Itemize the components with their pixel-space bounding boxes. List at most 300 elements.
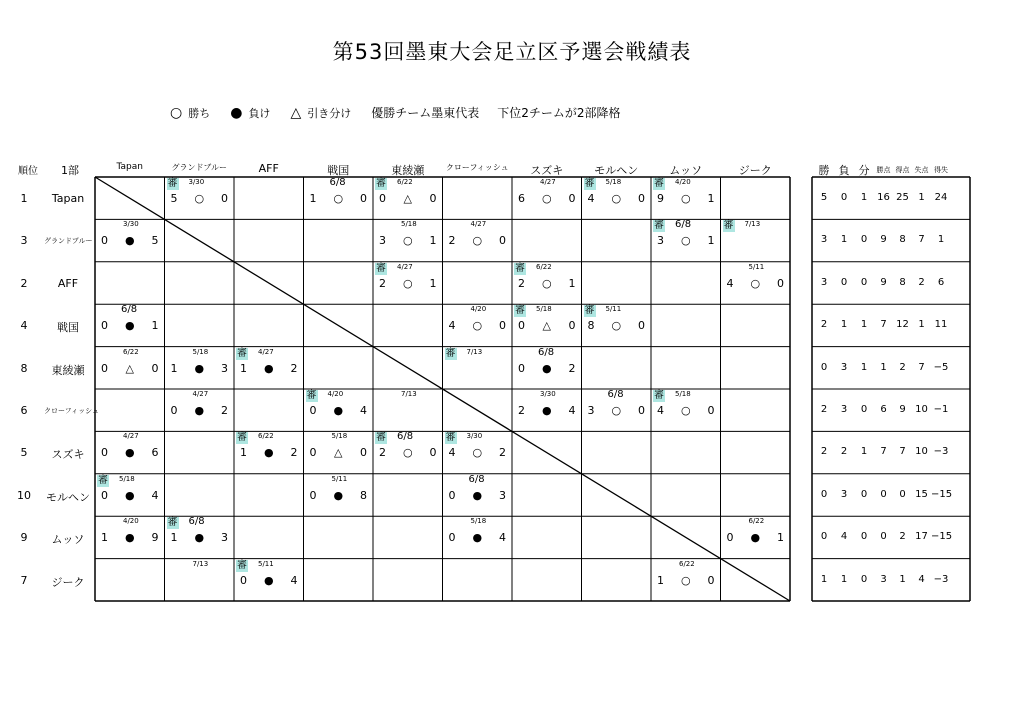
match-score bbox=[304, 404, 374, 417]
result-mark-icon: ● bbox=[124, 319, 135, 333]
referee-badge: 審 bbox=[237, 559, 247, 571]
match-date: 7/13 bbox=[744, 220, 761, 229]
row-team-name: クローフィッシュ bbox=[44, 407, 99, 415]
referee-badge: 審 bbox=[584, 305, 595, 317]
stats-value: 1 bbox=[860, 446, 868, 458]
match-date: 6/8 bbox=[121, 304, 138, 316]
score-opponent: 0 bbox=[637, 404, 645, 417]
result-mark-icon: ● bbox=[124, 446, 135, 460]
stats-value: 11 bbox=[934, 319, 948, 331]
referee-badge: 審 bbox=[306, 390, 317, 401]
column-header-team: Tapan bbox=[116, 162, 143, 172]
result-mark-icon: △ bbox=[403, 192, 412, 205]
score-opponent: 0 bbox=[498, 234, 506, 248]
score-opponent: 2 bbox=[290, 446, 298, 460]
match-date: 4/27 bbox=[258, 347, 274, 356]
row-team-name: モルヘン bbox=[46, 490, 90, 504]
match-cell bbox=[512, 389, 582, 431]
stats-value: 1 bbox=[918, 192, 925, 203]
result-mark-icon: ● bbox=[541, 361, 552, 375]
referee-badge: 審 bbox=[515, 305, 525, 317]
score-opponent: 2 bbox=[498, 446, 506, 460]
stats-value: 1 bbox=[918, 319, 925, 331]
referee-badge: 審 bbox=[376, 178, 386, 189]
legend-lose-label: 負け bbox=[248, 106, 271, 120]
stats-header-small: 得失 bbox=[934, 166, 948, 174]
match-date: 6/22 bbox=[679, 559, 695, 568]
score-own: 3 bbox=[379, 234, 386, 248]
stats-value: 1 bbox=[860, 192, 868, 203]
result-mark-icon: ○ bbox=[611, 404, 622, 417]
match-date: 5/18 bbox=[192, 347, 209, 356]
stats-value: 3 bbox=[840, 488, 848, 500]
referee-badge: 審 bbox=[237, 432, 247, 444]
score-own: 4 bbox=[587, 192, 595, 205]
stats-header: 負 bbox=[838, 164, 850, 177]
row-team-name: スズキ bbox=[51, 448, 85, 462]
stats-value: 2 bbox=[820, 319, 828, 331]
result-mark-icon: ○ bbox=[611, 319, 622, 333]
match-date: 6/22 bbox=[748, 517, 765, 526]
match-score bbox=[512, 319, 582, 332]
row-rank: 4 bbox=[20, 319, 28, 333]
score-opponent: 0 bbox=[568, 192, 576, 205]
match-date: 6/8 bbox=[188, 516, 205, 528]
match-date: 4/27 bbox=[470, 220, 487, 229]
match-score bbox=[95, 362, 165, 375]
score-opponent: 4 bbox=[151, 488, 159, 502]
match-date: 5/18 bbox=[401, 220, 417, 229]
stats-header: 勝 bbox=[818, 164, 830, 177]
score-own: 0 bbox=[448, 531, 456, 545]
row-team-name: グランドブルー bbox=[44, 237, 93, 246]
row-rank: 7 bbox=[20, 573, 28, 587]
score-opponent: 0 bbox=[707, 404, 715, 417]
match-score bbox=[165, 362, 235, 375]
score-own: 2 bbox=[448, 234, 456, 248]
score-opponent: 0 bbox=[707, 573, 715, 587]
match-date: 4/27 bbox=[192, 390, 209, 398]
match-date: 6/22 bbox=[536, 262, 552, 271]
score-opponent: 2 bbox=[568, 361, 576, 375]
match-date: 6/22 bbox=[123, 347, 139, 356]
referee-badge: 審 bbox=[654, 220, 664, 232]
result-mark-icon: ○ bbox=[402, 234, 413, 248]
score-own: 9 bbox=[657, 192, 664, 205]
score-own: 1 bbox=[170, 361, 178, 375]
stats-value: −3 bbox=[933, 446, 949, 458]
score-opponent: 0 bbox=[429, 192, 437, 205]
match-cell bbox=[373, 262, 443, 304]
stats-value: −1 bbox=[933, 404, 949, 415]
match-score bbox=[651, 234, 721, 247]
result-mark-icon: ● bbox=[194, 404, 205, 417]
stats-value: 1 bbox=[860, 319, 868, 331]
match-cell bbox=[95, 304, 165, 346]
match-cell bbox=[373, 431, 443, 473]
score-own: 4 bbox=[448, 446, 456, 460]
stats-value: 0 bbox=[840, 192, 848, 203]
stats-value: 6 bbox=[880, 404, 887, 415]
score-opponent: 3 bbox=[220, 531, 228, 545]
match-cell bbox=[234, 559, 304, 601]
column-header-team: スズキ bbox=[530, 164, 564, 177]
score-own: 0 bbox=[101, 446, 108, 460]
stats-value: 15 bbox=[915, 488, 928, 500]
stats-value: 17 bbox=[915, 531, 928, 543]
score-opponent: 1 bbox=[776, 531, 784, 545]
score-own: 0 bbox=[309, 488, 317, 502]
stats-value: 1 bbox=[840, 319, 848, 331]
match-date: 5/11 bbox=[258, 559, 274, 568]
result-mark-icon: ● bbox=[750, 531, 761, 545]
score-opponent: 0 bbox=[637, 192, 645, 205]
result-mark-icon: ○ bbox=[472, 319, 483, 333]
stats-value: 9 bbox=[880, 276, 887, 288]
referee-badge: 審 bbox=[723, 220, 734, 232]
score-opponent: 1 bbox=[429, 276, 437, 290]
stats-value: −15 bbox=[931, 488, 953, 500]
match-score bbox=[443, 319, 513, 332]
stats-header-small: 得点 bbox=[895, 166, 910, 174]
referee-badge: 審 bbox=[445, 347, 456, 359]
stats-value: 2 bbox=[840, 446, 848, 458]
stats-value: 9 bbox=[880, 234, 887, 246]
match-cell bbox=[234, 347, 304, 389]
stats-value: 16 bbox=[877, 192, 890, 203]
referee-badge: 審 bbox=[376, 262, 386, 274]
result-mark-icon: △ bbox=[542, 319, 551, 333]
score-opponent: 0 bbox=[498, 319, 506, 333]
stats-header: 分 bbox=[858, 164, 870, 177]
stats-value: 3 bbox=[820, 234, 828, 246]
score-own: 8 bbox=[587, 319, 595, 333]
match-date: 6/8 bbox=[468, 473, 485, 485]
match-score bbox=[721, 531, 791, 544]
match-score bbox=[95, 319, 165, 332]
match-cell bbox=[512, 304, 582, 346]
score-own: 0 bbox=[170, 404, 178, 417]
stats-value: 7 bbox=[899, 446, 906, 458]
score-opponent: 0 bbox=[360, 446, 367, 460]
score-own: 4 bbox=[726, 276, 734, 290]
score-opponent: 1 bbox=[151, 319, 159, 333]
row-rank: 2 bbox=[20, 276, 28, 290]
referee-badge: 審 bbox=[98, 474, 108, 486]
match-date: 4/27 bbox=[123, 432, 139, 441]
score-opponent: 2 bbox=[220, 404, 228, 417]
match-score bbox=[512, 192, 582, 205]
match-score bbox=[95, 234, 165, 247]
match-date: 5/18 bbox=[605, 178, 622, 186]
result-mark-icon: ○ bbox=[402, 446, 413, 460]
stats-value: 3 bbox=[840, 404, 848, 415]
match-score bbox=[373, 192, 443, 205]
row-team-name: ムッソ bbox=[51, 533, 85, 547]
match-score bbox=[443, 446, 513, 459]
match-date: 6/8 bbox=[397, 431, 414, 443]
score-opponent: 4 bbox=[568, 404, 576, 417]
match-cell bbox=[304, 177, 374, 219]
result-mark-icon: ○ bbox=[472, 446, 483, 460]
match-cell bbox=[95, 219, 165, 261]
score-own: 1 bbox=[309, 192, 317, 205]
match-cell bbox=[582, 389, 652, 431]
match-date: 6/8 bbox=[607, 389, 624, 400]
match-cell bbox=[373, 389, 443, 431]
stats-value: 25 bbox=[896, 192, 909, 203]
match-cell bbox=[165, 347, 235, 389]
page-title: 第53回墨東大会足立区予選会戦績表 bbox=[332, 40, 692, 64]
score-own: 0 bbox=[309, 446, 317, 460]
stats-value: 1 bbox=[880, 361, 887, 373]
stats-value: 4 bbox=[840, 531, 848, 543]
score-own: 0 bbox=[379, 192, 386, 205]
match-score bbox=[512, 362, 582, 375]
stats-value: 12 bbox=[896, 319, 909, 331]
result-mark-icon: ○ bbox=[194, 192, 205, 205]
stats-value: 7 bbox=[918, 234, 925, 246]
win-circle-icon: ○ bbox=[170, 104, 183, 121]
column-header-team: ジーク bbox=[738, 164, 772, 177]
match-score bbox=[582, 404, 652, 417]
match-date: 7/13 bbox=[401, 390, 417, 398]
match-cell bbox=[512, 347, 582, 389]
match-score bbox=[304, 192, 374, 205]
score-opponent: 0 bbox=[429, 446, 437, 460]
match-cell bbox=[721, 262, 791, 304]
stats-value: 0 bbox=[820, 488, 828, 500]
row-team-name: 東綾瀬 bbox=[51, 363, 85, 377]
match-cell bbox=[721, 219, 791, 261]
match-cell bbox=[443, 219, 513, 261]
result-mark-icon: ○ bbox=[750, 276, 761, 290]
row-rank: 8 bbox=[20, 361, 28, 375]
score-opponent: 0 bbox=[151, 361, 159, 375]
match-score bbox=[373, 277, 443, 290]
result-mark-icon: ○ bbox=[680, 573, 691, 587]
stats-value: 2 bbox=[899, 531, 906, 543]
match-cell bbox=[95, 431, 165, 473]
stats-value: 4 bbox=[918, 573, 925, 585]
match-score bbox=[95, 446, 165, 459]
result-mark-icon: ● bbox=[263, 573, 274, 587]
match-date: 6/22 bbox=[397, 178, 413, 186]
referee-badge: 審 bbox=[237, 347, 247, 359]
match-cell bbox=[651, 559, 721, 601]
match-score bbox=[443, 531, 513, 544]
stats-value: 7 bbox=[880, 446, 887, 458]
score-own: 0 bbox=[240, 573, 247, 587]
stats-value: 24 bbox=[934, 192, 948, 203]
score-opponent: 3 bbox=[220, 361, 228, 375]
match-cell bbox=[721, 516, 791, 558]
match-cell bbox=[443, 431, 513, 473]
match-score bbox=[165, 192, 235, 205]
stats-value: 6 bbox=[937, 276, 945, 288]
score-own: 2 bbox=[379, 446, 386, 460]
match-cell bbox=[373, 177, 443, 219]
match-cell bbox=[234, 431, 304, 473]
score-opponent: 3 bbox=[498, 488, 506, 502]
row-rank: 3 bbox=[20, 234, 28, 248]
row-rank: 1 bbox=[20, 192, 28, 205]
score-opponent: 0 bbox=[568, 319, 576, 333]
result-mark-icon: ○ bbox=[541, 276, 552, 290]
stats-value: 0 bbox=[860, 531, 868, 543]
row-rank: 10 bbox=[17, 488, 31, 502]
match-date: 6/8 bbox=[329, 177, 346, 188]
stats-value: 2 bbox=[820, 404, 828, 415]
match-cell bbox=[165, 177, 235, 219]
result-mark-icon: ● bbox=[194, 531, 205, 545]
legend-note-relegation: 下位2チームが2部降格 bbox=[497, 106, 621, 120]
score-own: 0 bbox=[518, 319, 525, 333]
draw-triangle-icon: △ bbox=[290, 104, 302, 121]
score-opponent: 4 bbox=[359, 404, 367, 417]
stats-value: −3 bbox=[933, 573, 949, 585]
row-team-name: AFF bbox=[57, 276, 79, 290]
score-own: 4 bbox=[448, 319, 456, 333]
score-own: 1 bbox=[101, 531, 108, 545]
column-header-team: AFF bbox=[258, 162, 279, 175]
result-mark-icon: ● bbox=[124, 234, 135, 248]
score-own: 0 bbox=[518, 361, 525, 375]
match-cell bbox=[373, 219, 443, 261]
stats-value: 0 bbox=[880, 488, 887, 500]
match-cell bbox=[304, 474, 374, 516]
match-date: 4/20 bbox=[675, 178, 691, 186]
match-cell bbox=[512, 262, 582, 304]
stats-value: 0 bbox=[860, 488, 868, 500]
score-own: 0 bbox=[101, 319, 108, 333]
match-score bbox=[95, 531, 165, 544]
score-own: 1 bbox=[240, 446, 247, 460]
row-team-name: 戦国 bbox=[57, 321, 79, 335]
match-date: 7/13 bbox=[192, 559, 209, 568]
score-own: 0 bbox=[448, 488, 456, 502]
row-rank: 9 bbox=[20, 531, 28, 545]
column-header-team: 戦国 bbox=[327, 164, 350, 177]
stats-value: 2 bbox=[899, 361, 906, 373]
match-score bbox=[512, 277, 582, 290]
match-date: 5/18 bbox=[675, 390, 691, 398]
match-score bbox=[582, 319, 652, 332]
column-header-team: モルヘン bbox=[594, 164, 639, 177]
stats-value: 7 bbox=[880, 319, 887, 331]
match-cell bbox=[95, 474, 165, 516]
score-opponent: 5 bbox=[151, 234, 159, 248]
stats-value: 0 bbox=[880, 531, 887, 543]
stats-value: 3 bbox=[820, 276, 828, 288]
stats-value: 10 bbox=[915, 404, 928, 415]
stats-value: 5 bbox=[820, 192, 828, 203]
match-cell bbox=[651, 219, 721, 261]
result-mark-icon: ● bbox=[263, 361, 274, 375]
match-cell bbox=[512, 177, 582, 219]
match-cell bbox=[651, 389, 721, 431]
row-team-name: ジーク bbox=[51, 575, 85, 589]
result-mark-icon: ○ bbox=[680, 234, 691, 248]
stats-value: 3 bbox=[880, 573, 887, 585]
match-date: 6/22 bbox=[258, 432, 274, 441]
match-cell bbox=[165, 516, 235, 558]
row-rank: 6 bbox=[20, 404, 28, 417]
referee-badge: 審 bbox=[654, 178, 664, 189]
match-score bbox=[304, 489, 374, 502]
match-score bbox=[234, 362, 304, 375]
score-opponent: 1 bbox=[707, 192, 715, 205]
match-score bbox=[304, 446, 374, 459]
stats-value: 1 bbox=[820, 573, 828, 585]
legend-draw-label: 引き分け bbox=[307, 106, 352, 120]
lose-dot-icon: ● bbox=[230, 104, 243, 121]
stats-value: 8 bbox=[899, 234, 906, 246]
match-cell bbox=[443, 474, 513, 516]
stats-value: −15 bbox=[931, 531, 953, 543]
match-date: 5/18 bbox=[536, 305, 552, 314]
score-opponent: 1 bbox=[707, 234, 715, 248]
match-score bbox=[234, 574, 304, 587]
match-date: 5/18 bbox=[331, 432, 348, 441]
result-mark-icon: ○ bbox=[680, 404, 691, 417]
referee-badge: 審 bbox=[376, 432, 386, 444]
legend-win-label: 勝ち bbox=[188, 106, 211, 120]
score-own: 3 bbox=[657, 234, 664, 248]
match-cell bbox=[443, 516, 513, 558]
stats-value: 0 bbox=[820, 361, 828, 373]
result-mark-icon: ● bbox=[472, 488, 483, 502]
score-opponent: 4 bbox=[290, 573, 298, 587]
result-mark-icon: ● bbox=[194, 361, 205, 375]
result-mark-icon: ● bbox=[541, 404, 552, 417]
match-date: 5/18 bbox=[470, 517, 487, 526]
stats-value: 1 bbox=[899, 573, 906, 585]
match-date: 6/8 bbox=[675, 219, 692, 231]
stats-value: 1 bbox=[937, 234, 945, 246]
match-cell bbox=[443, 304, 513, 346]
score-own: 0 bbox=[726, 531, 734, 545]
score-own: 2 bbox=[379, 276, 386, 290]
column-header-team: クローフィッシュ bbox=[445, 163, 509, 172]
score-opponent: 1 bbox=[429, 234, 437, 248]
result-mark-icon: ● bbox=[472, 531, 483, 545]
score-opponent: 0 bbox=[637, 319, 645, 333]
stats-header-small: 失点 bbox=[914, 166, 929, 174]
score-own: 0 bbox=[101, 488, 108, 502]
match-cell bbox=[651, 177, 721, 219]
score-opponent: 6 bbox=[151, 446, 159, 460]
match-date: 5/18 bbox=[119, 474, 135, 483]
match-date: 5/11 bbox=[748, 262, 765, 271]
match-date: 4/27 bbox=[540, 178, 556, 186]
stats-value: 1 bbox=[840, 573, 848, 585]
match-score bbox=[443, 489, 513, 502]
score-opponent: 0 bbox=[359, 192, 367, 205]
stats-value: 10 bbox=[915, 446, 928, 458]
result-mark-icon: ○ bbox=[472, 234, 483, 248]
referee-badge: 審 bbox=[584, 178, 595, 189]
match-score bbox=[651, 574, 721, 587]
stats-header-small: 勝点 bbox=[876, 166, 891, 174]
score-opponent: 0 bbox=[220, 192, 228, 205]
referee-badge: 審 bbox=[515, 262, 525, 274]
match-score bbox=[95, 489, 165, 502]
score-own: 1 bbox=[657, 573, 664, 587]
match-score bbox=[234, 446, 304, 459]
match-score bbox=[651, 404, 721, 417]
stats-value: 0 bbox=[860, 573, 868, 585]
